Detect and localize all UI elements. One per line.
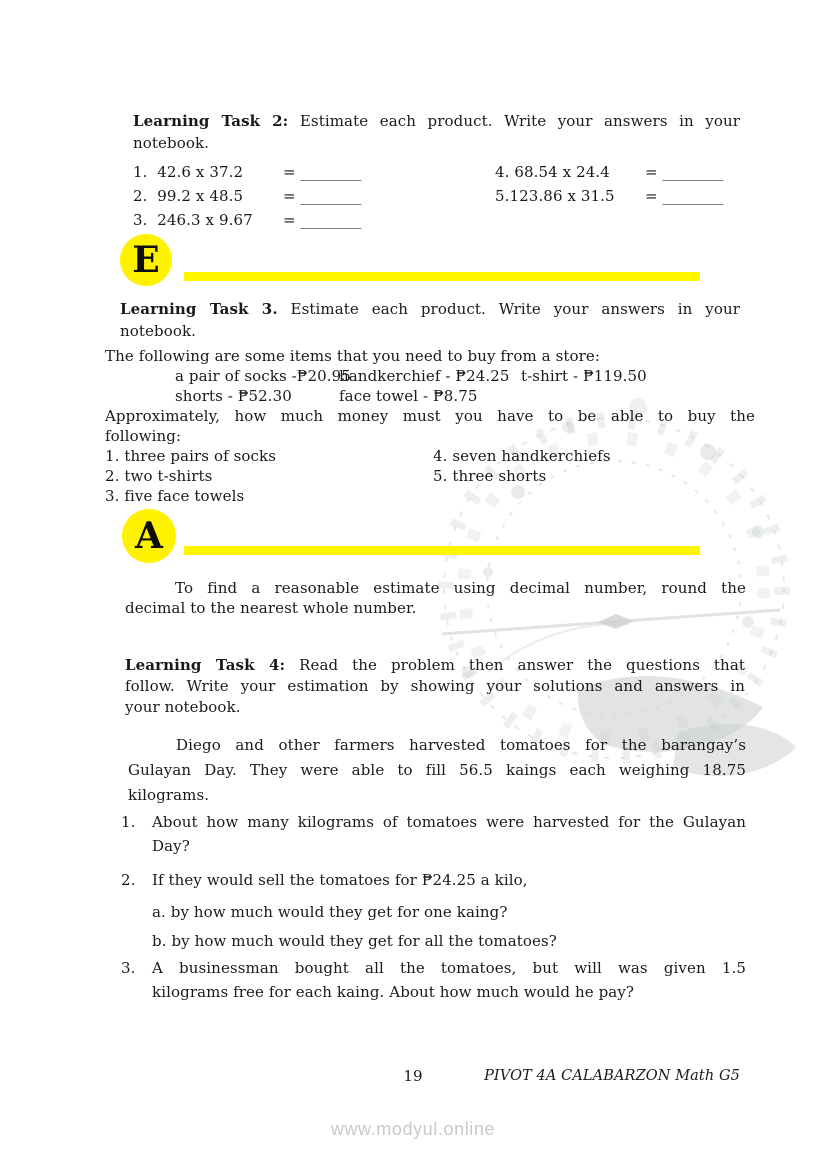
task4-heading-line2: follow. Write your estimation by showing your solutions and answers in	[125, 677, 745, 695]
task2-title: Learning Task 2:	[133, 112, 289, 130]
answer-note	[125, 578, 746, 618]
task2-item-4: 4. 68.54 x 24.4 = ________	[495, 160, 763, 184]
price-shorts: shorts - ₱52.30	[175, 387, 292, 405]
task3-item-list	[105, 446, 755, 506]
question-2a: a. by how much would they get for one kaing?	[152, 903, 508, 921]
note-line2: decimal to the nearest whole number.	[125, 599, 417, 617]
task3-item-3: 3. five face towels	[105, 487, 245, 505]
task4-word-problem	[128, 733, 746, 808]
task3-store-section	[105, 346, 755, 506]
task2-item-2: 2. 99.2 x 48.5 = ________	[133, 184, 495, 208]
task4-heading-line3: your notebook.	[125, 698, 241, 716]
answer-blank: = ________	[283, 211, 362, 229]
question-2-number: 2.	[121, 871, 136, 889]
task4-title: Learning Task 4:	[125, 656, 286, 674]
task2-list-left-column	[133, 160, 495, 232]
price-socks: a pair of socks -₱20.95	[175, 367, 351, 385]
task3-item-5: 5. three shorts	[433, 467, 547, 485]
task3-heading-line1	[120, 298, 740, 320]
answer-blank: = ________	[283, 163, 362, 181]
question-1-text: About how many kilograms of tomatoes were harvested for the Gulayan Day?	[152, 813, 746, 855]
edition-label: PIVOT 4A CALABARZON Math G5	[484, 1068, 740, 1084]
task4-intro: Read the problem then answer the questions that	[285, 656, 745, 674]
task3-question-line2: following:	[105, 427, 182, 445]
question-1-number: 1.	[121, 813, 136, 831]
badge-e-icon	[120, 234, 172, 286]
question-2-text: If they would sell the tomatoes for ₱24.25 a kilo,	[152, 871, 528, 889]
answer-blank: = ________	[283, 187, 362, 205]
task3-intro: Estimate each product. Write your answers in your	[277, 300, 740, 318]
problem-line1: Diego and other farmers harvested tomatoes for the barangay’s	[176, 736, 746, 754]
learning-task-4-heading	[125, 655, 745, 718]
question-3-text: A businessman bought all the tomatoes, but will was given 1.5 kilograms free for each kaing. About how much would he pay?	[152, 959, 746, 1001]
price-facetowel: face towel - ₱8.75	[339, 387, 478, 405]
price-list-row-2	[105, 386, 755, 406]
task2-item-1: 1. 42.6 x 37.2 = ________	[133, 160, 495, 184]
task2-item-3: 3. 246.3 x 9.67 = ________	[133, 208, 495, 232]
badge-a-icon	[122, 509, 176, 563]
price-tshirt: t-shirt - ₱119.50	[521, 367, 647, 385]
task3-title: Learning Task 3.	[120, 300, 278, 318]
learning-task-2-heading	[133, 110, 740, 154]
task4-heading-line1	[125, 655, 745, 676]
badge-a-letter: A	[134, 515, 164, 557]
answer-blank: = ________	[645, 163, 724, 181]
task3-item-1: 1. three pairs of socks	[105, 447, 277, 465]
site-watermark: www.modyul.online	[330, 1119, 496, 1139]
question-2	[121, 868, 746, 892]
price-list-row-1	[105, 366, 755, 386]
question-1	[121, 810, 746, 858]
badge-a-rule	[184, 546, 700, 555]
price-row2-spacer	[521, 386, 755, 406]
task3-question-line1: Approximately, how much money must you have to be able to buy the	[105, 407, 755, 425]
question-3-number: 3.	[121, 959, 136, 977]
task2-item-5: 5.123.86 x 31.5 = ________	[495, 184, 763, 208]
task3-list-left-column	[105, 446, 433, 506]
page-number: 19	[403, 1067, 423, 1085]
store-intro-line: The following are some items that you need to buy from a store:	[105, 347, 601, 365]
problem-line3: kilograms.	[128, 786, 210, 804]
task3-list-right-column	[433, 446, 755, 506]
question-2b: b. by how much would they get for all the tomatoes?	[152, 932, 557, 950]
task3-item-4: 4. seven handkerchiefs	[433, 447, 611, 465]
question-3	[121, 956, 746, 1004]
badge-e-rule	[184, 272, 700, 281]
task2-heading-line2: notebook.	[133, 134, 210, 152]
task3-heading-line2: notebook.	[120, 322, 197, 340]
problem-line2: Gulayan Day. They were able to fill 56.5 kaings each weighing 18.75	[128, 761, 746, 779]
answer-blank: = ________	[645, 187, 724, 205]
task2-heading-line1	[133, 110, 740, 132]
task2-exercise-list	[123, 160, 763, 232]
task3-item-2: 2. two t-shirts	[105, 467, 213, 485]
task2-list-right-column	[495, 160, 763, 232]
badge-e-letter: E	[132, 239, 160, 281]
note-line1: To find a reasonable estimate using decimal number, round the	[175, 579, 746, 597]
price-handkerchief: handkerchief - ₱24.25	[339, 367, 510, 385]
task2-intro: Estimate each product. Write your answers in your	[288, 112, 741, 130]
task4-questions	[121, 810, 746, 1004]
learning-task-3-heading	[120, 298, 740, 342]
